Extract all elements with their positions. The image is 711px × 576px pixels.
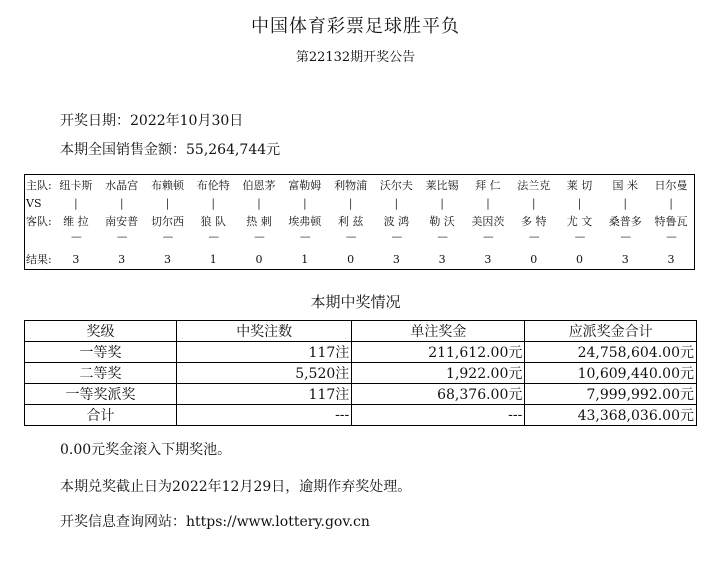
away-team: 热 刺 — [246, 215, 272, 228]
separator-row — [25, 231, 694, 245]
total-label: 合计 — [25, 405, 177, 426]
total-payout: 24,758,604.00元 — [525, 342, 697, 363]
away-team: 特鲁瓦 — [654, 215, 688, 228]
total-payout: 10,609,440.00元 — [525, 363, 697, 384]
prize-per-bet: 68,376.00元 — [352, 384, 525, 405]
home-team: 国 米 — [612, 179, 639, 192]
match-result: 3 — [72, 253, 80, 266]
away-team: 美因茨 — [471, 215, 505, 228]
result-row — [25, 251, 694, 269]
match-result: 0 — [575, 253, 583, 266]
vs-separator: | — [577, 197, 582, 210]
match-result: 0 — [255, 253, 263, 266]
dash-separator: ---- — [345, 232, 356, 243]
vs-separator: | — [119, 197, 124, 210]
vs-label: VS — [26, 197, 42, 210]
vs-separator: | — [165, 197, 170, 210]
winning-bets: --- — [177, 405, 352, 426]
prize-per-bet: 1,922.00元 — [352, 363, 525, 384]
match-result: 3 — [621, 253, 629, 266]
sales-amount: 本期全国销售金额：55,264,744元 — [60, 142, 281, 158]
home-team: 布赖顿 — [150, 179, 184, 192]
vs-row — [25, 195, 694, 213]
rollover-note: 0.00元奖金滚入下期奖池。 — [60, 442, 232, 458]
prize-row — [25, 384, 697, 405]
prize-level: 一等奖派奖 — [25, 384, 177, 405]
vs-separator: | — [623, 197, 628, 210]
away-team: 波 鸿 — [383, 215, 410, 228]
prize-header-row — [25, 321, 697, 342]
dash-separator: ---- — [574, 232, 585, 243]
header-prize-per-bet: 单注奖金 — [352, 321, 525, 342]
dash-separator: ---- — [300, 232, 310, 243]
match-result: 0 — [530, 253, 538, 266]
match-result: 3 — [438, 253, 446, 266]
dash-separator: ---- — [71, 232, 81, 243]
home-team: 纽卡斯 — [59, 179, 93, 192]
away-team: 利 兹 — [337, 215, 364, 228]
match-table — [24, 174, 695, 270]
dash-separator: ---- — [666, 232, 676, 243]
home-team: 莱 切 — [566, 179, 593, 192]
dash-separator: ---- — [528, 232, 539, 243]
away-team: 勒 沃 — [429, 215, 455, 228]
total-payout: 43,368,036.00元 — [525, 405, 697, 426]
draw-date: 开奖日期：2022年10月30日 — [60, 113, 244, 129]
prize-row — [25, 363, 697, 384]
prize-level: 一等奖 — [25, 342, 177, 363]
away-team: 埃弗顿 — [288, 215, 322, 228]
header-winning-bets: 中奖注数 — [177, 321, 352, 342]
home-team: 日尔曼 — [654, 179, 688, 192]
prize-per-bet: --- — [352, 405, 525, 426]
prize-per-bet: 211,612.00元 — [352, 342, 525, 363]
dash-separator: ---- — [162, 232, 173, 243]
home-team: 利物浦 — [334, 179, 368, 192]
away-team: 尤 文 — [566, 215, 593, 228]
home-team: 沃尔夫 — [379, 179, 413, 192]
vs-separator: | — [211, 197, 216, 210]
home-team-row — [25, 177, 694, 195]
winning-bets: 117注 — [177, 384, 352, 405]
match-result: 3 — [484, 253, 492, 266]
dash-separator: ---- — [620, 232, 631, 243]
away-label: 客队: — [26, 215, 52, 228]
claim-deadline-note: 本期兑奖截止日为2022年12月29日，逾期作弃奖处理。 — [60, 479, 412, 495]
home-team: 水晶宫 — [105, 179, 139, 192]
total-payout: 7,999,992.00元 — [525, 384, 697, 405]
home-team: 莱比锡 — [425, 179, 459, 192]
away-team: 多 特 — [520, 215, 547, 228]
vs-separator: | — [669, 197, 673, 210]
vs-separator: | — [486, 197, 490, 210]
away-team: 南安普 — [105, 215, 139, 228]
away-team-row — [25, 213, 694, 231]
website-link[interactable]: 开奖信息查询网站：https://www.lottery.gov.cn — [60, 514, 370, 530]
home-team: 富勒姆 — [288, 179, 322, 192]
home-label: 主队: — [26, 179, 52, 192]
dash-separator: ---- — [254, 232, 264, 243]
match-result: 3 — [392, 253, 400, 266]
winning-bets: 5,520注 — [177, 363, 352, 384]
vs-separator: | — [74, 197, 78, 210]
prize-table — [24, 320, 697, 426]
vs-separator: | — [348, 197, 353, 210]
vs-separator: | — [257, 197, 261, 210]
dash-separator: ---- — [391, 232, 402, 243]
dash-separator: ---- — [437, 232, 447, 243]
away-team: 狼 队 — [200, 215, 226, 228]
home-team: 布伦特 — [196, 179, 230, 192]
dash-separator: ---- — [208, 232, 218, 243]
vs-separator: | — [440, 197, 444, 210]
match-result: 3 — [163, 253, 171, 266]
page-title: 中国体育彩票足球胜平负 — [251, 16, 460, 37]
header-prize-level: 奖级 — [25, 321, 177, 342]
match-result: 1 — [209, 253, 217, 266]
match-result: 3 — [118, 253, 126, 266]
header-total-payout: 应派奖金合计 — [525, 321, 697, 342]
home-team: 法兰克 — [517, 179, 551, 192]
dash-separator: ---- — [116, 232, 127, 243]
match-result: 1 — [301, 253, 309, 266]
vs-separator: | — [531, 197, 536, 210]
home-team: 伯恩茅 — [242, 179, 276, 192]
dash-separator: ---- — [483, 232, 493, 243]
prize-section-title: 本期中奖情况 — [310, 293, 401, 311]
prize-level: 二等奖 — [25, 363, 177, 384]
result-label: 结果: — [26, 253, 52, 266]
match-result: 0 — [347, 253, 355, 266]
away-team: 维 拉 — [63, 215, 89, 228]
home-team: 拜 仁 — [475, 179, 501, 192]
winning-bets: 117注 — [177, 342, 352, 363]
prize-total-row — [25, 405, 697, 426]
prize-row — [25, 342, 697, 363]
away-team: 桑普多 — [608, 215, 642, 228]
vs-separator: | — [394, 197, 399, 210]
away-team: 切尔西 — [150, 215, 184, 228]
draw-number-subtitle: 第22132期开奖公告 — [295, 50, 416, 65]
vs-separator: | — [302, 197, 307, 210]
match-result: 3 — [667, 253, 675, 266]
